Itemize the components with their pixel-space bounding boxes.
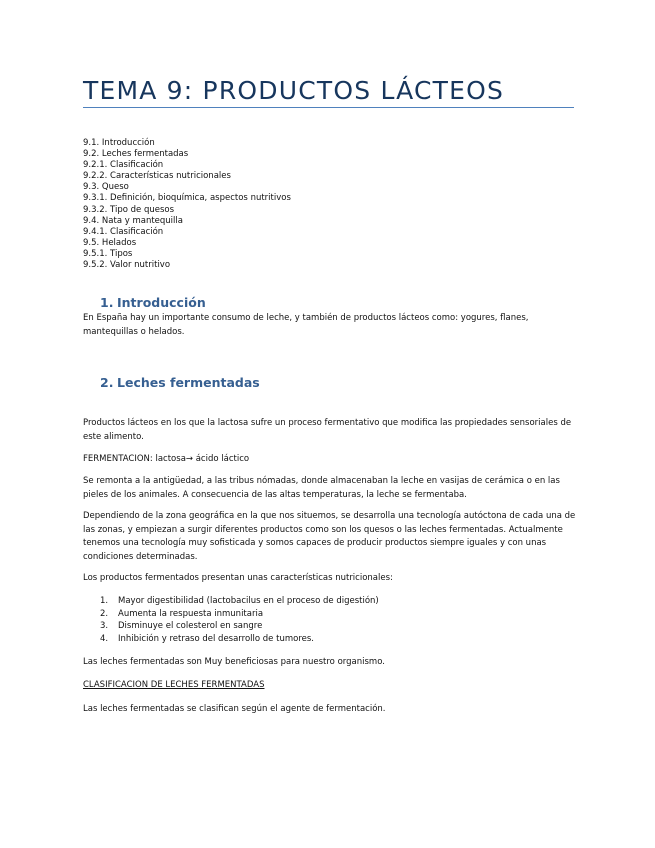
- list-number: 3.: [100, 621, 109, 632]
- list-text: Aumenta la respuesta inmunitaria: [118, 608, 264, 619]
- paragraph-benefits: Las leches fermentadas son Muy beneficiosas para nuestro organismo.: [83, 657, 385, 667]
- section-number: 1.: [100, 295, 114, 310]
- page-title: TEMA 9: PRODUCTOS LÁCTEOS: [83, 76, 505, 105]
- paragraph-nutrition-intro: Los productos fermentados presentan unas características nutricionales:: [83, 573, 393, 583]
- paragraph-definition: Productos lácteos en los que la lactosa sufre un proceso fermentativo que modifica las propiedades sensoriales de este alimento.: [83, 418, 572, 442]
- section-heading-introduccion: [100, 295, 206, 311]
- section-title: Leches fermentadas: [117, 375, 260, 390]
- toc-item: 9.3. Queso: [83, 182, 129, 193]
- toc-item: 9.4.1. Clasificación: [83, 226, 164, 237]
- title-underline: [83, 107, 574, 108]
- list-item: [100, 620, 379, 633]
- list-text: Mayor digestibilidad (lactobacilus en el proceso de digestión): [118, 596, 379, 606]
- list-number: 2.: [100, 608, 109, 619]
- list-item: [100, 595, 379, 608]
- toc-item: 9.5. Helados: [83, 237, 137, 248]
- toc-item: 9.2.1. Clasificación: [83, 160, 164, 171]
- list-text: Inhibición y retraso del desarrollo de tumores.: [118, 633, 314, 644]
- intro-paragraph: En España hay un importante consumo de leche, y también de productos lácteos como: yogures, flanes, mantequillas o helados.: [83, 313, 529, 337]
- section-number: 2.: [100, 375, 114, 390]
- fermentation-line: FERMENTACION: lactosa→ ácido láctico: [83, 454, 250, 464]
- toc-item: 9.4. Nata y mantequilla: [83, 215, 183, 226]
- list-text: Disminuye el colesterol en sangre: [118, 621, 263, 632]
- table-of-contents: [83, 138, 291, 271]
- toc-item: 9.5.2. Valor nutritivo: [83, 260, 171, 271]
- toc-item: 9.2. Leches fermentadas: [83, 149, 189, 160]
- list-item: [100, 633, 379, 646]
- toc-item: 9.5.1. Tipos: [83, 248, 133, 259]
- toc-item: 9.3.2. Tipo de quesos: [83, 204, 175, 215]
- paragraph-history: Se remonta a la antigüedad, a las tribus nómadas, donde almacenaban la leche en vasijas de cerámica o en las pieles de los animales. A consecuencia de las altas temperaturas, la leche se fermentaba.: [83, 476, 560, 500]
- section-heading-leches-fermentadas: [100, 375, 260, 391]
- toc-item: 9.3.1. Definición, bioquímica, aspectos nutritivos: [83, 193, 291, 204]
- list-item: [100, 608, 379, 621]
- section-title: Introducción: [117, 295, 206, 310]
- list-number: 4.: [100, 633, 109, 644]
- nutrition-list: [100, 595, 379, 645]
- list-number: 1.: [100, 596, 109, 606]
- toc-item: 9.2.2. Características nutricionales: [83, 171, 231, 182]
- classification-heading: CLASIFICACION DE LECHES FERMENTADAS: [83, 680, 265, 690]
- paragraph-technology: Dependiendo de la zona geográfica en la que nos situemos, se desarrolla una tecnología autóctona de cada una de las zonas, y empiezan a surgir diferentes productos como son los quesos o las leches fermentadas. Actualmente tenemos una tecnología muy sofisticada y somos capaces de producir productos siempre iguales y con unas condiciones determinadas.: [83, 511, 576, 562]
- paragraph-classification: Las leches fermentadas se clasifican según el agente de fermentación.: [83, 704, 386, 714]
- toc-item: 9.1. Introducción: [83, 138, 155, 148]
